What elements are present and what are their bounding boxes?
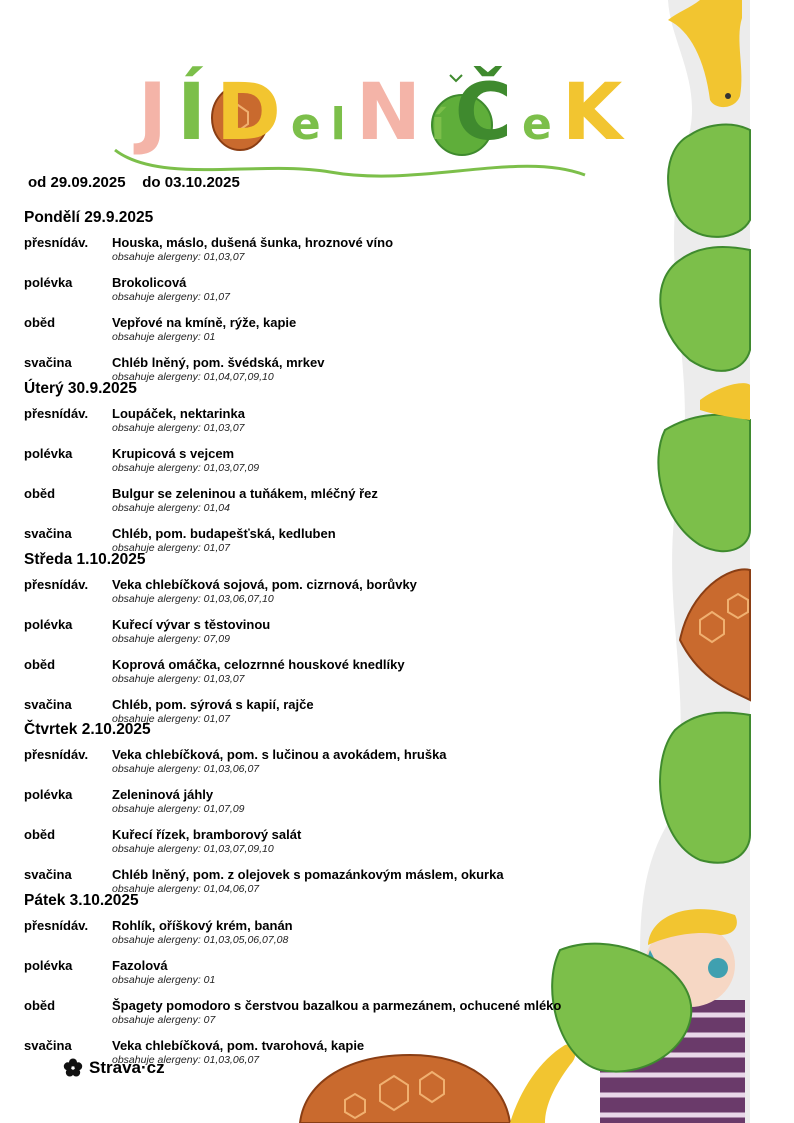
meal-label: přesnídáv. bbox=[24, 747, 89, 762]
meal-row bbox=[24, 406, 644, 440]
meal-label: oběd bbox=[24, 486, 56, 501]
meal-row bbox=[24, 827, 644, 861]
meal-allergens: obsahuje alergeny: 01,07 bbox=[112, 542, 230, 554]
meal-row bbox=[24, 315, 644, 349]
meal-name: Koprová omáčka, celozrnné houskové knedlíky bbox=[112, 657, 405, 672]
meal-allergens: obsahuje alergeny: 07 bbox=[112, 1014, 216, 1026]
meal-row bbox=[24, 577, 644, 611]
meal-label: přesnídáv. bbox=[24, 235, 89, 250]
meal-name: Chléb lněný, pom. švédská, mrkev bbox=[112, 355, 325, 370]
strava-logo[interactable] bbox=[63, 1056, 165, 1080]
day-title: Středa 1.10.2025 bbox=[24, 551, 146, 568]
day-section bbox=[24, 378, 644, 560]
meal-label: svačina bbox=[24, 697, 72, 712]
date-to: do 03.10.2025 bbox=[142, 174, 240, 191]
meal-allergens: obsahuje alergeny: 01,07 bbox=[112, 713, 230, 725]
date-range bbox=[28, 174, 240, 191]
meal-row bbox=[24, 617, 644, 651]
meal-label: polévka bbox=[24, 787, 73, 802]
meal-name: Chléb lněný, pom. z olejovek s pomazánkovým máslem, okurka bbox=[112, 867, 504, 882]
meal-label: svačina bbox=[24, 355, 72, 370]
meal-label: svačina bbox=[24, 1038, 72, 1053]
meal-label: polévka bbox=[24, 446, 73, 461]
meal-name: Houska, máslo, dušená šunka, hroznové víno bbox=[112, 235, 394, 250]
meal-name: Špagety pomodoro s čerstvou bazalkou a parmezánem, ochucené mléko bbox=[112, 998, 562, 1013]
meal-name: Rohlík, oříškový krém, banán bbox=[112, 918, 293, 933]
meal-label: přesnídáv. bbox=[24, 577, 89, 592]
page-title: JÍD e lN íČ eK bbox=[138, 68, 627, 158]
meal-label: svačina bbox=[24, 867, 72, 882]
meal-row bbox=[24, 446, 644, 480]
meal-allergens: obsahuje alergeny: 01,07,09 bbox=[112, 803, 245, 815]
meal-row bbox=[24, 235, 644, 269]
meal-label: přesnídáv. bbox=[24, 918, 89, 933]
meal-label: oběd bbox=[24, 315, 56, 330]
meal-name: Bulgur se zeleninou a tuňákem, mléčný řez bbox=[112, 486, 378, 501]
meal-name: Krupicová s vejcem bbox=[112, 446, 235, 461]
meal-allergens: obsahuje alergeny: 01,03,07 bbox=[112, 422, 245, 434]
strava-flower-icon bbox=[63, 1058, 83, 1078]
meal-allergens: obsahuje alergeny: 01,03,07 bbox=[112, 673, 245, 685]
meal-label: oběd bbox=[24, 998, 56, 1013]
meal-name: Kuřecí řízek, bramborový salát bbox=[112, 827, 302, 842]
meal-name: Fazolová bbox=[112, 958, 168, 973]
meal-name: Vepřové na kmíně, rýže, kapie bbox=[112, 315, 297, 330]
meal-row bbox=[24, 486, 644, 520]
meal-allergens: obsahuje alergeny: 01,04 bbox=[112, 502, 230, 514]
meal-name: Veka chlebíčková sojová, pom. cizrnová, borůvky bbox=[112, 577, 417, 592]
meal-allergens: obsahuje alergeny: 01,04,06,07 bbox=[112, 883, 260, 895]
meal-allergens: obsahuje alergeny: 01,03,07,09,10 bbox=[112, 843, 274, 855]
meal-label: polévka bbox=[24, 617, 73, 632]
day-section bbox=[24, 719, 644, 901]
day-section bbox=[24, 890, 644, 1072]
meal-label: oběd bbox=[24, 657, 56, 672]
meal-name: Chléb, pom. sýrová s kapií, rajče bbox=[112, 697, 314, 712]
meal-allergens: obsahuje alergeny: 01,03,06,07 bbox=[112, 1054, 260, 1066]
meal-allergens: obsahuje alergeny: 01,07 bbox=[112, 291, 230, 303]
meal-name: Brokolicová bbox=[112, 275, 187, 290]
day-section bbox=[24, 549, 644, 731]
meal-name: Chléb, pom. budapešťská, kedluben bbox=[112, 526, 336, 541]
meal-name: Kuřecí vývar s těstovinou bbox=[112, 617, 271, 632]
meal-allergens: obsahuje alergeny: 01,03,07,09 bbox=[112, 462, 260, 474]
meal-name: Veka chlebíčková, pom. s lučinou a avokádem, hruška bbox=[112, 747, 447, 762]
meal-allergens: obsahuje alergeny: 01,04,07,09,10 bbox=[112, 371, 274, 383]
meal-allergens: obsahuje alergeny: 01,03,07 bbox=[112, 251, 245, 263]
meal-name: Loupáček, nektarinka bbox=[112, 406, 245, 421]
meal-row bbox=[24, 958, 644, 992]
meal-row bbox=[24, 998, 644, 1032]
meal-label: polévka bbox=[24, 275, 73, 290]
meal-name: Zeleninová jáhly bbox=[112, 787, 214, 802]
day-title: Čtvrtek 2.10.2025 bbox=[24, 721, 151, 738]
meal-allergens: obsahuje alergeny: 07,09 bbox=[112, 633, 230, 645]
meal-label: oběd bbox=[24, 827, 56, 842]
meal-allergens: obsahuje alergeny: 01 bbox=[112, 974, 216, 986]
day-title: Pátek 3.10.2025 bbox=[24, 892, 139, 909]
meal-name: Veka chlebíčková, pom. tvarohová, kapie bbox=[112, 1038, 365, 1053]
meal-row bbox=[24, 275, 644, 309]
meal-allergens: obsahuje alergeny: 01,03,06,07,10 bbox=[112, 593, 274, 605]
meal-allergens: obsahuje alergeny: 01,03,06,07 bbox=[112, 763, 260, 775]
meal-row bbox=[24, 918, 644, 952]
date-from: od 29.09.2025 bbox=[28, 174, 126, 191]
meal-label: přesnídáv. bbox=[24, 406, 89, 421]
meal-allergens: obsahuje alergeny: 01 bbox=[112, 331, 216, 343]
day-title: Úterý 30.9.2025 bbox=[24, 380, 137, 397]
meal-row bbox=[24, 747, 644, 781]
strava-logo-text: Strava·cz bbox=[89, 1058, 165, 1077]
meal-row bbox=[24, 787, 644, 821]
day-section bbox=[24, 207, 644, 389]
meal-label: polévka bbox=[24, 958, 73, 973]
meal-row bbox=[24, 657, 644, 691]
day-title: Pondělí 29.9.2025 bbox=[24, 209, 154, 226]
meal-label: svačina bbox=[24, 526, 72, 541]
meal-allergens: obsahuje alergeny: 01,03,05,06,07,08 bbox=[112, 934, 289, 946]
